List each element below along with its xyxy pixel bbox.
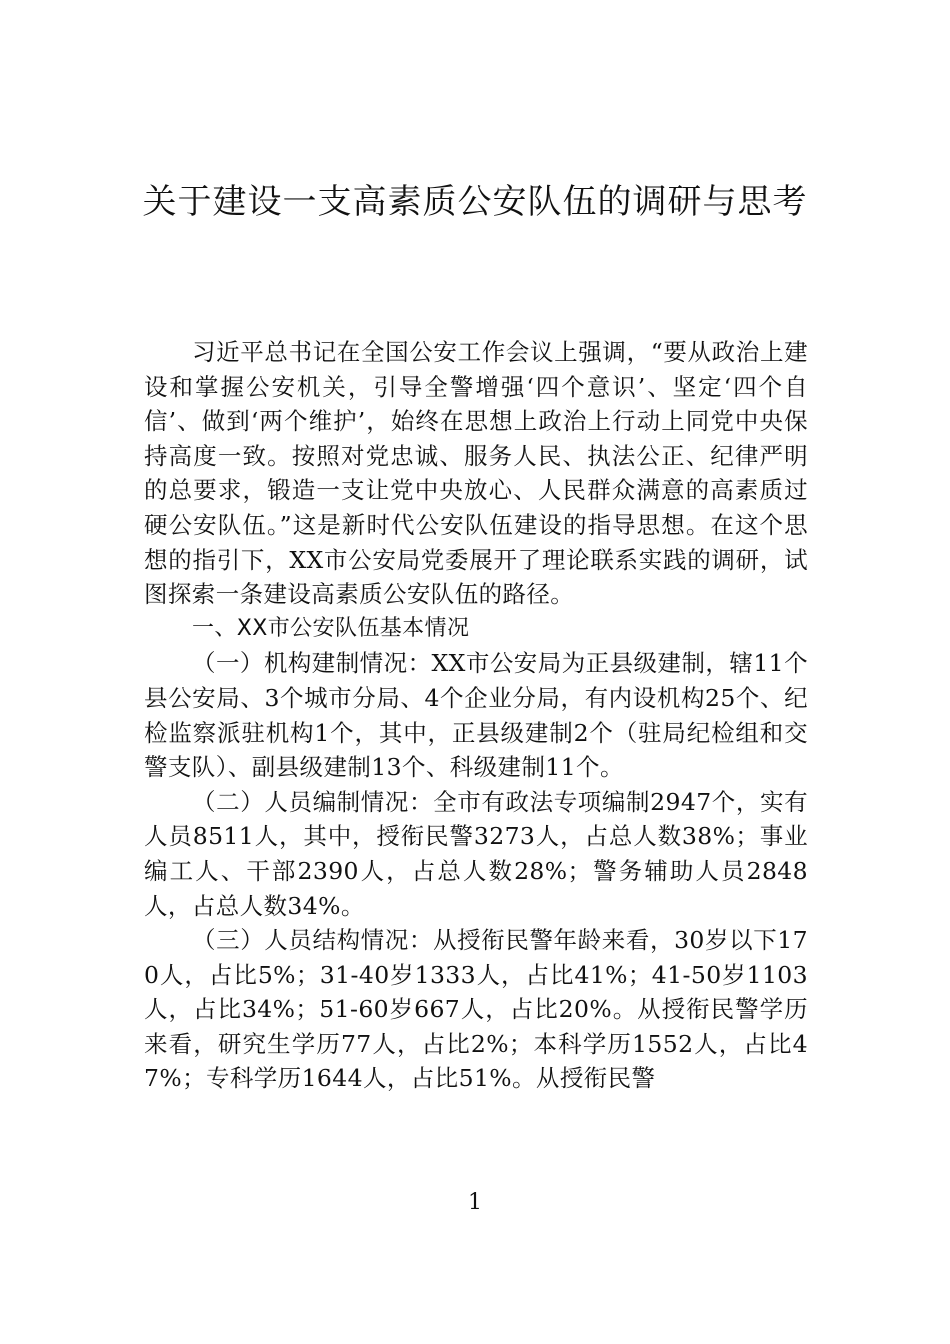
intro-paragraph: 习近平总书记在全国公安工作会议上强调，“要从政治上建设和掌握公安机关，引导全警增强‘四个意识’、坚定‘四个自信’、做到‘两个维护’，始终在思想上政治上行动上同党中央保持高度一致。按照对党忠诚、服务人民、执法公正、纪律严明的总要求，锻造一支让党中央放心、人民群众满意的高素质过硬公安队伍。”这是新时代公安队伍建设的指导思想。在这个思想的指引下，XX市公安局党委展开了理论联系实践的调研，试图探索一条建设高素质公安队伍的路径。 [144,338,808,609]
document-body [144,335,808,1096]
paragraph-institutions: （一）机构建制情况：XX市公安局为正县级建制，辖11个县公安局、3个城市分局、4个企业分局，有内设机构25个、纪检监察派驻机构1个，其中，正县级建制2个（驻局纪检组和交警支队）、副县级建制13个、科级建制11个。 [144,649,808,782]
paragraph-structure: （三）人员结构情况：从授衔民警年龄来看，30岁以下170人，占比5%；31-40岁1333人，占比41%；41-50岁1103人，占比34%；51-60岁667人，占比20%。从授衔民警学历来看，研究生学历77人，占比2%；本科学历1552人，占比47%；专科学历1644人，占比51%。从授衔民警 [144,926,808,1093]
page-number: 1 [468,1190,482,1215]
document-title: 关于建设一支高素质公安队伍的调研与思考 [142,182,808,222]
section-heading: 一、XX市公安队伍基本情况 [192,615,470,641]
paragraph-staffing: （二）人员编制情况：全市有政法专项编制2947个，实有人员8511人，其中，授衔民警3273人，占总人数38%；事业编工人、干部2390人，占总人数28%；警务辅助人员2848人，占总人数34%。 [144,787,808,920]
